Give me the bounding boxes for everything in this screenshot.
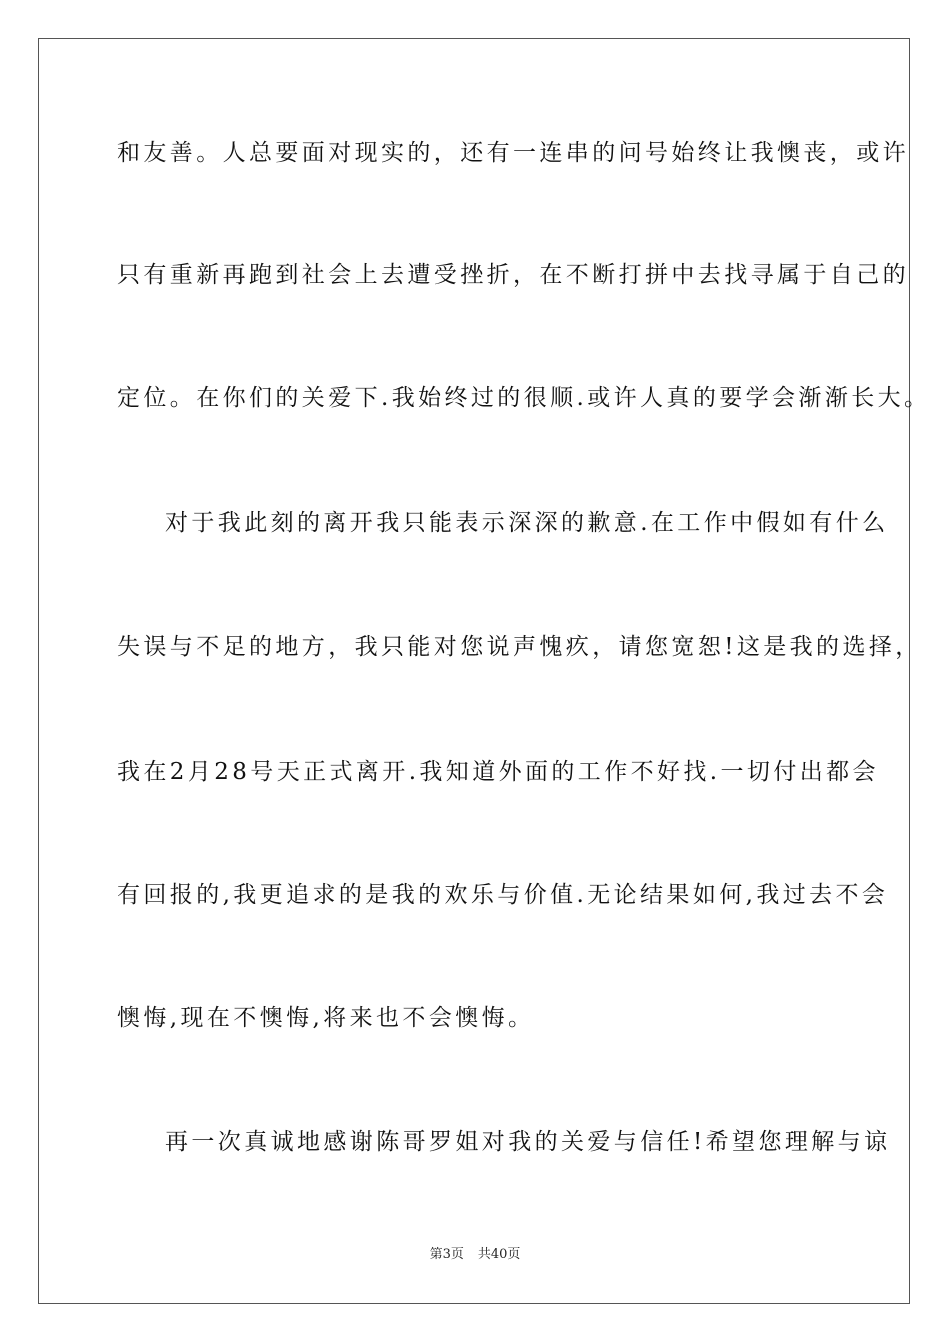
page-border: [38, 38, 931, 1304]
page-footer: [0, 1246, 950, 1264]
body-text-line: 我在2月28号天正式离开.我知道外面的工作不好找.一切付出都会: [117, 759, 879, 785]
paragraph-first-line: 再一次真诚地感谢陈哥罗姐对我的关爱与信任!希望您理解与谅: [165, 1129, 891, 1155]
body-text-line: 有回报的,我更追求的是我的欢乐与价值.无论结果如何,我过去不会: [117, 882, 889, 908]
page-total: 共40页: [477, 1247, 521, 1262]
body-text-line: 失误与不足的地方，我只能对您说声愧疚，请您宽恕!这是我的选择，: [117, 634, 922, 660]
body-text-line: 只有重新再跑到社会上去遭受挫折，在不断打拼中去找寻属于自己的: [117, 262, 909, 288]
body-text-line: 定位。在你们的关爱下.我始终过的很顺.或许人真的要学会渐渐长大。: [117, 385, 931, 411]
page-number: 第3页: [429, 1247, 464, 1262]
paragraph-first-line: 对于我此刻的离开我只能表示深深的歉意.在工作中假如有什么: [165, 510, 889, 536]
body-text-line: 懊悔,现在不懊悔,将来也不会懊悔。: [117, 1005, 535, 1031]
body-text-line: 和友善。人总要面对现实的，还有一连串的问号始终让我懊丧，或许: [117, 140, 909, 166]
